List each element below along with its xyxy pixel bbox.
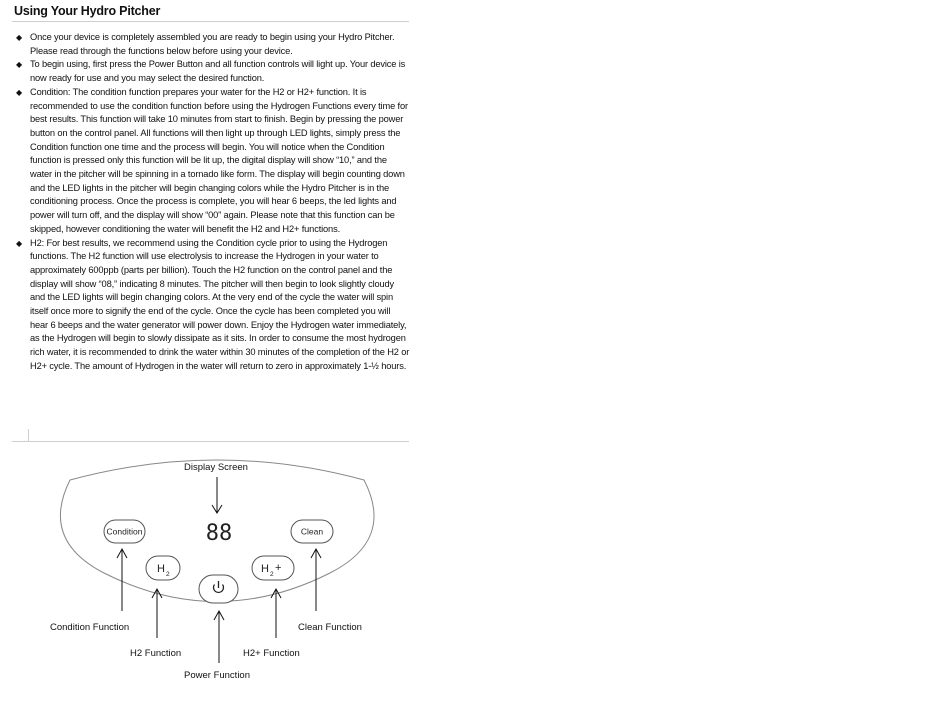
h2-button[interactable] (146, 556, 180, 580)
page-title: Using Your Hydro Pitcher (14, 4, 161, 18)
clean-button[interactable] (291, 520, 333, 543)
list-item: ◆ H2: For best results, we recommend using the Condition cycle prior to using the Hydrogen functions. The H2 function will use electrolysis to increase the Hydrogen in your water to approximately 600ppb (parts per billion). Touch the H2 function on the control panel and the display will show “08,” indicating 8 minutes. The pitcher will then begin to look slightly cloudy and the LED lights will begin changing colors. At the very end of the cycle the water will spin itself once more to signify the end of the cycle. Once the cycle has been completed you will hear 6 beeps and the water generator will power down. Enjoy the Hydrogen water immediately, as the Hydrogen will begin to slowly dissipate as it sits. In order to consume the most hydrogen rich water, it is recommended to drink the water within 30 minutes of the completion of the H2 or H2+ cycle. The amount of Hydrogen in the water will return to zero in approximately 1-½ hours. (16, 237, 410, 371)
list-item: ◆ Once your device is completely assembled you are ready to begin using your Hydro Pitcher. Please read through the functions below before using your device. (16, 32, 395, 56)
list-item: ◆ To begin using, first press the Power Button and all function controls will light up. Your device is now ready for use and you may select the desired function. (16, 59, 406, 84)
display-screen: 88 (205, 521, 233, 546)
svg-text:H: H (157, 563, 165, 575)
h2-function-label: H2 Function (130, 648, 182, 659)
svg-text:2: 2 (270, 571, 274, 578)
svg-text:+: + (275, 562, 282, 574)
power-function-label: Power Function (184, 670, 251, 681)
svg-text:H: H (261, 563, 269, 575)
display-screen-label: Display Screen (184, 462, 248, 473)
diamond-bullet-icon: ◆ (16, 33, 23, 42)
svg-text:2: 2 (166, 571, 170, 578)
control-panel-diagram (0, 445, 420, 705)
h2-plus-function-label: H2+ Function (243, 648, 300, 659)
clean-function-label: Clean Function (298, 622, 362, 633)
diamond-bullet-icon: ◆ (16, 87, 23, 97)
diamond-bullet-icon: ◆ (16, 60, 23, 70)
svg-text:Condition: Condition (106, 526, 143, 537)
header-divider (12, 21, 409, 22)
power-button[interactable] (199, 575, 238, 603)
svg-text:Clean: Clean (300, 526, 324, 537)
h2-plus-button[interactable] (252, 556, 294, 580)
condition-button[interactable] (104, 520, 145, 543)
condition-function-label: Condition Function (50, 622, 130, 633)
list-item: ◆ Condition: The condition function prepares your water for the H2 or H2+ function. It is recommended to use the condition function before using the Hydrogen Functions every time for best results. This function will take 10 minutes from start to finish. Begin by pressing the power button on the control panel. All functions will then light up through LED lights, simply press the Condition function one time and the process will begin. You will notice when the Condition function is pressed only this function will be lit up, the digital display will show “10,” and the water in the pitcher will be spinning in a tornado like form. The display will begin counting down and the LED lights in the pitcher will begin changing colors while the Hydro Pitcher is in the conditioning process. Once the process is complete, you will hear 6 beeps, the led lights and power will turn off, and the display will show “00” again. Please note that this function can be skipped, however conditioning the water will benefit the H2 and H2+ functions. (16, 86, 408, 234)
diamond-bullet-icon: ◆ (16, 238, 23, 248)
text-cursor-mark (28, 429, 29, 442)
footer-divider (12, 441, 409, 442)
instructions-list (14, 31, 410, 374)
